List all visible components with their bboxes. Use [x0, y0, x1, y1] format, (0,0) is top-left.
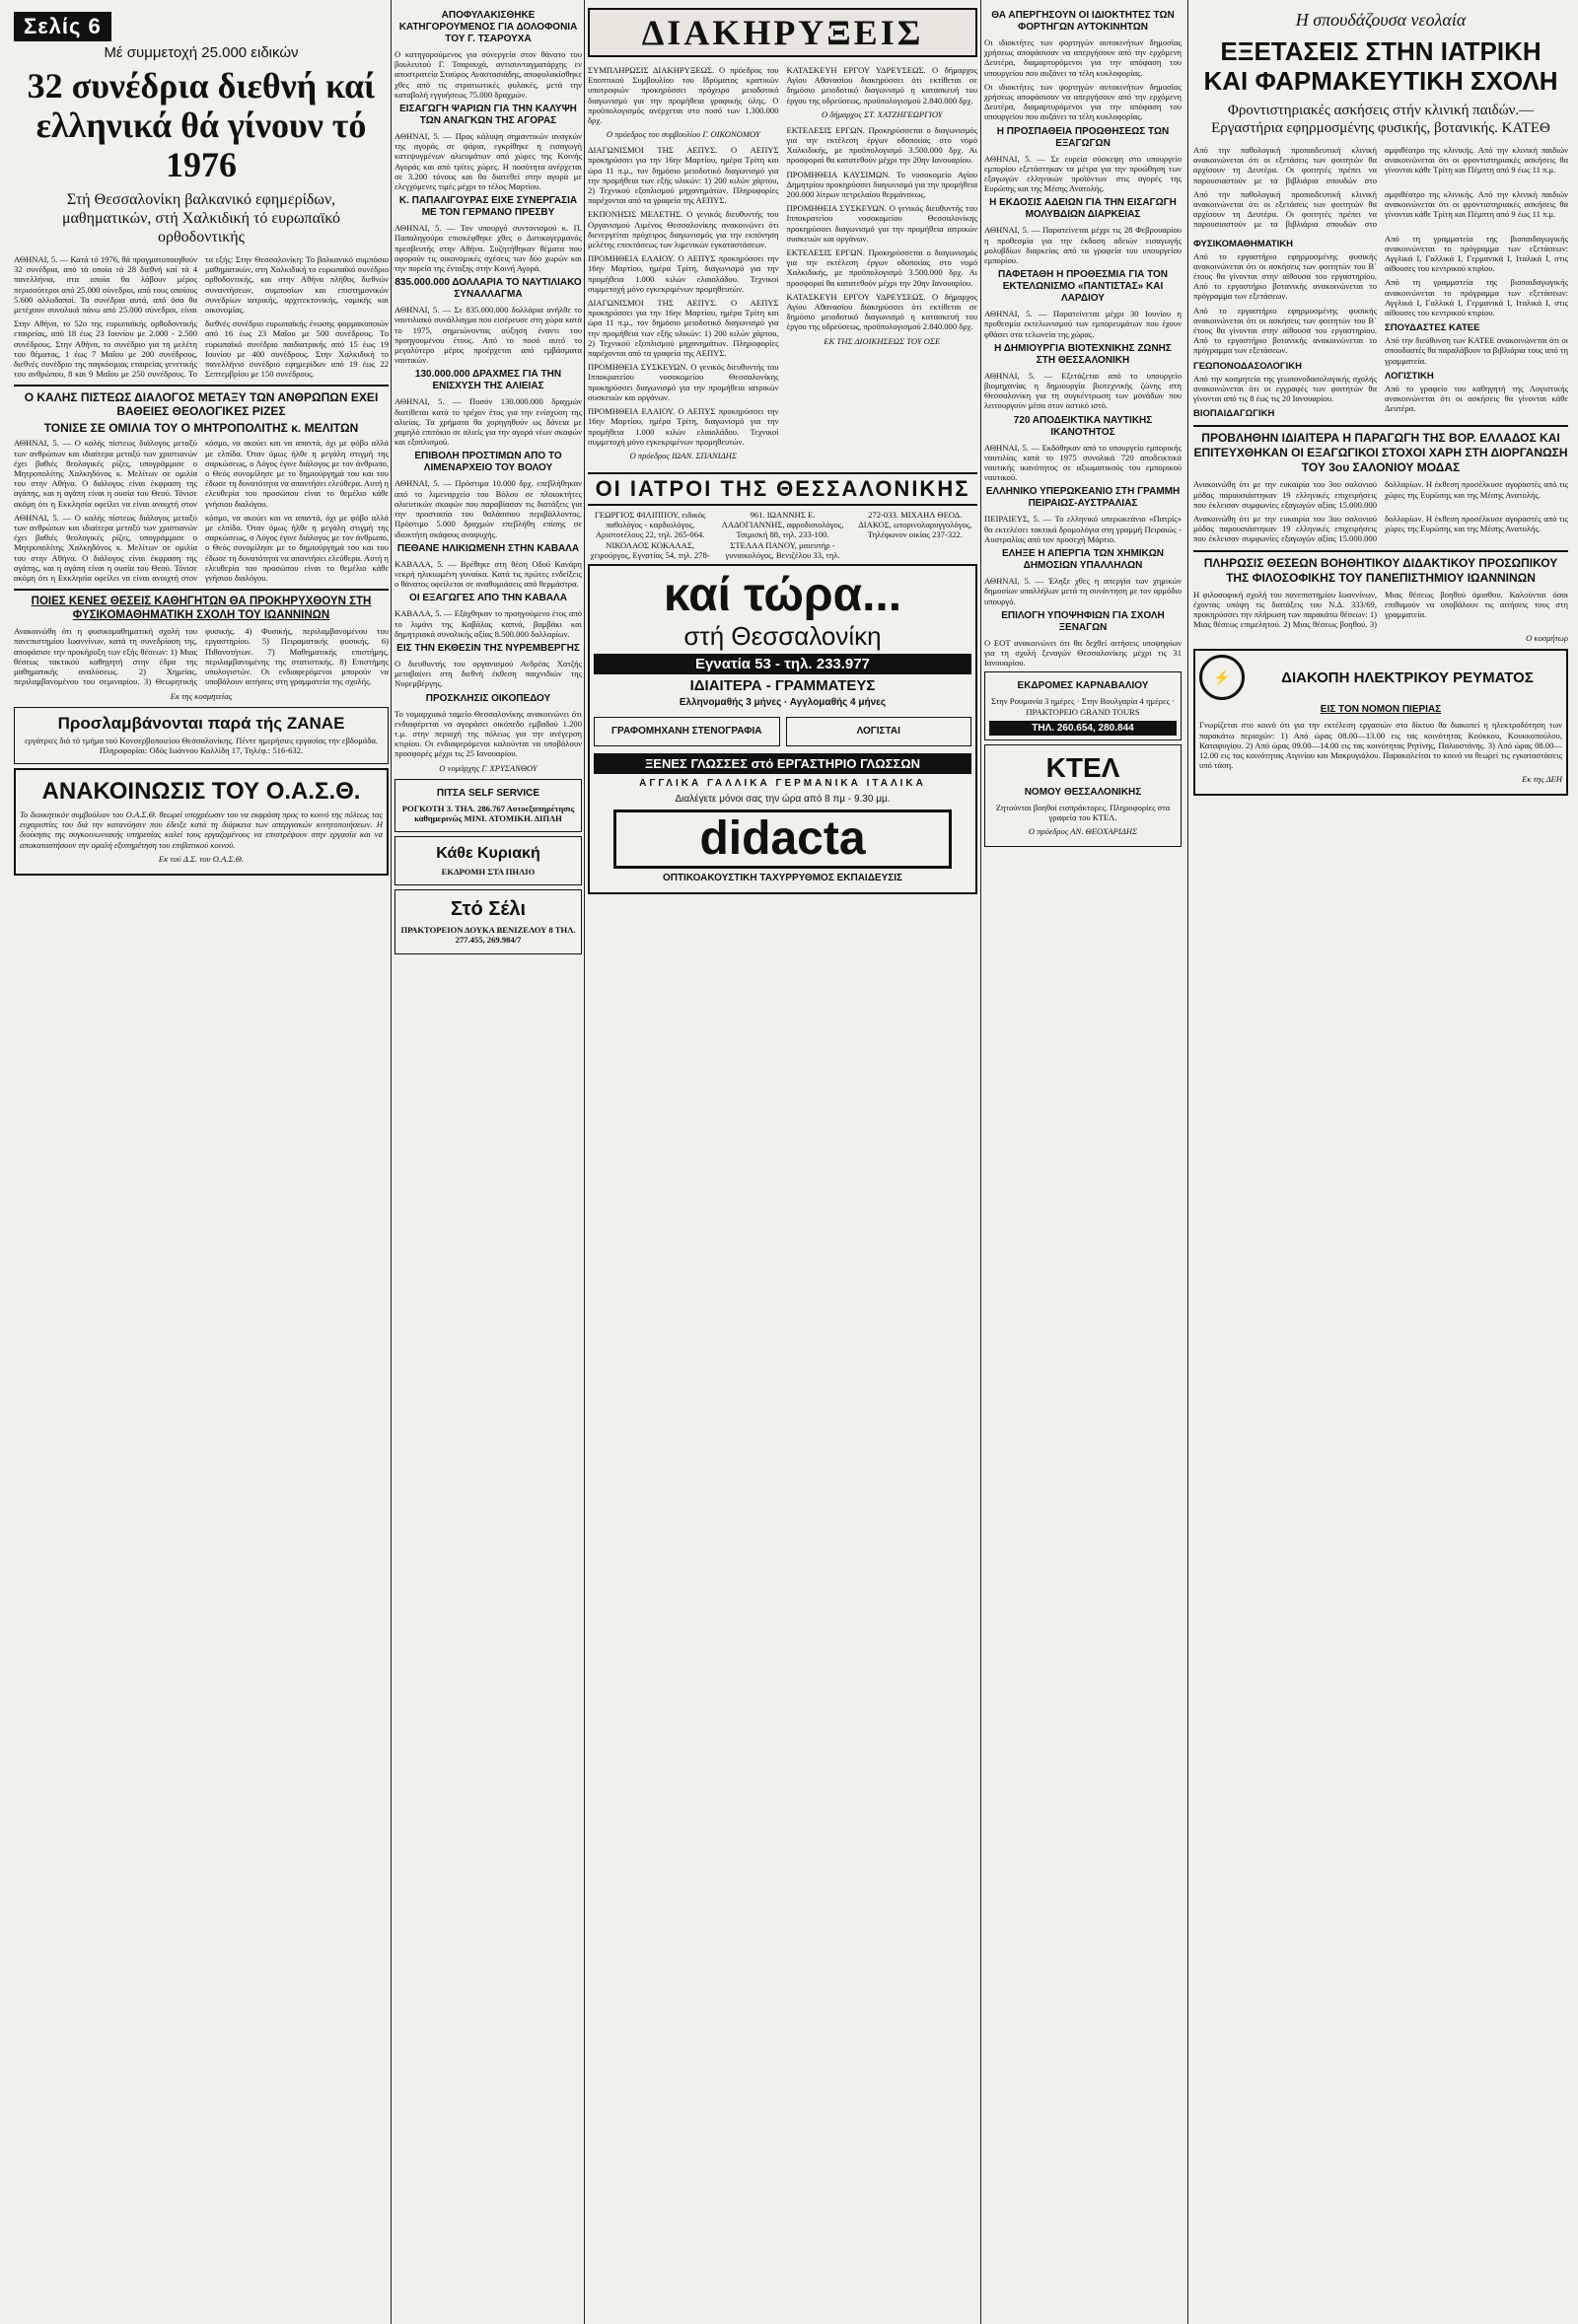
divider [1193, 425, 1568, 427]
article-title: Η ΔΗΜΙΟΥΡΓΙΑ ΒΙΟΤΕΧΝΙΚΗΣ ΖΩΝΗΣ ΣΤΗ ΘΕΣΣΑΛΟΝΙΚΗ [994, 342, 1172, 366]
article-body: Ανακοινώθη ότι με την ευκαιρία του 3ου σαλονιού μόδας παρουσιάστηκαν 19 ελληνικές επιχειρήσεις που έκλεισαν συμφωνίες εξαγωγών αξίας 15.000.000 δολλαρίων. Η έκθεση προσέλκυσε αγοραστές από τις χώρες της Ευρώπης και της Μέσης Ανατολής. [1193, 513, 1568, 544]
article-body: ΑΘΗΝΑΙ, 5. — Σε ευρεία σύσκεψη στο υπουργείο εμπορίου εξετάστηκαν τα μέτρα για την προώθηση των εξαγωγών ελληνικών προϊόντων στις αγορές της Ευρώπης και της Μέσης Ανατολής. [984, 153, 1182, 194]
signature: Εκ της ΔΕΗ [1522, 774, 1562, 785]
ad-secretary: ΙΔΙΑΙΤΕΡΑ - ΓΡΑΜΜΑΤΕΥΣ [689, 676, 876, 694]
signature: Ο πρόεδρος ΙΩΑΝ. ΣΠΑΝΙΔΗΣ [629, 450, 737, 460]
signature: Ο δήμαρχος ΣΤ. ΧΑΤΖΗΓΕΩΡΓΙΟΥ [821, 108, 943, 119]
article-title: Κ. ΠΑΠΑΛΙΓΟΥΡΑΣ ΕΙΧΕ ΣΥΝΕΡΓΑΣΙΑ ΜΕ ΤΟΝ ΓΕΡΜΑΝΟ ΠΡΕΣΒΥ [398, 195, 578, 219]
deh-logo-icon: ⚡ [1199, 655, 1245, 700]
article-body: Ο ΕΟΤ ανακοινώνει ότι θα δεχθεί αιτήσεις υποψηφίων για τη σχολή ξεναγών Θεσσαλονίκης μέχρι τις 31 Ιανουαρίου. [984, 637, 1182, 669]
doctors-title: ΟΙ ΙΑΤΡΟΙ ΤΗΣ ΘΕΣΣΑΛΟΝΙΚΗΣ [595, 475, 970, 501]
divider [14, 589, 389, 591]
notice-text: ΠΡΟΜΗΘΕΙΑ ΚΑΥΣΙΜΩΝ. Το νοσοκομείο Αγίου Δημητρίου προκηρύσσει διαγωνισμό για την προμήθεια 200.000 λίτρων πετρελαίου θερμάνσεως. [786, 169, 977, 200]
article-body: ΑΘΗΝΑΙ, 5. — Εξετάζεται από το υπουργείο βιομηχανίας η δημιουργία βιοτεχνικής ζώνης στη Θεσσαλονίκη για τη συγκέντρωση των μονάδων που λειτουργούν μέσα στον αστικό ιστό. [984, 370, 1182, 411]
notice-text: ΠΡΟΜΗΘΕΙΑ ΣΥΣΚΕΥΩΝ. Ο γενικός διευθυντής του Ιπποκρατείου νοσοκομείου Θεσσαλονίκης προκηρύσσει διαγωνισμό για την προμήθεια ιατρικών συσκευών και οργάνων. [588, 362, 779, 402]
ad-subtitle: στή Θεσσαλονίκη [683, 620, 882, 651]
article-body: ΑΘΗΝΑΙ, 5. — Προς κάλυψη σημαντικών αναγκών της αγοράς σε ψάρια, εγκρίθηκε η εισαγωγή κατεψυγμένων αλιευμάτων από χώρες της Κοινής Αγοράς και από τρίτες χώρες. Η ποσότητα ανέρχεται σε 3.200 τόνους και θα διατεθεί στην αγορά με ελεγχόμενες τιμές μέχρι το τέλος Μαρτίου. [394, 131, 582, 192]
article-body: Οι ιδιοκτήτες των φορτηγών αυτοκινήτων δημοσίας χρήσεως αποφάσισαν να απεργήσουν από την ερχόμενη Δευτέρα, διαμαρτυρόμενοι για την απόφαση του υπουργείου που αυξάνει τα τέλη κυκλοφορίας. [984, 81, 1182, 122]
article-title: ΠΡΟΣΚΛΗΣΙΣ ΟΙΚΟΠΕΔΟΥ [425, 692, 551, 704]
article-body: Στην Αθήνα, το 52ο της ευρωπαϊκής ορθοδοντικής εταιρείας, από 18 έως 23 Ιουνίου με 2.000 - 2.500 συνέδρους. Στην Αθήνα, το συνέδριο για τη μελέτη του θέματος, 1 έως 7 Μαΐου με 200 συνέδρους, διεθνές συνέδριο της παγκόσμιας εταιρείας γενετικής του ανθρώπου, 8 και 9 Μαΐου με 250 συνέδρους. Το διεθνές συνέδριο ευρωπαϊκής ένωσης φαρμακοποιών από 16 έως 23 Μαΐου με 500 συνέδρους. Το ευρωπαϊκό συνέδριο παιδιατρικής από 15 έως 19 Ιουνίου με 400 συνέδρους. Στην Χαλκιδική το πανελλήνιο συνέδριο εφημερίδων από 19 έως 22 Σεπτεμβρίου με 150 συνέδρους. [14, 318, 389, 380]
column-2 [394, 0, 582, 958]
ad-body: Στην Ρουμανία 3 ημέρες · Στην Βουλγαρία 4 ημέρες · ΠΡΑΚΤΟΡΕΙΟ GRAND TOURS [990, 696, 1176, 717]
ad-hours: Διαλέγετε μόνοι σας την ώρα από 8 πμ - 9.30 μμ. [675, 793, 891, 805]
article-title: ΕΠΙΛΟΓΗ ΥΠΟΨΗΦΙΩΝ ΓΙΑ ΣΧΟΛΗ ΞΕΝΑΓΩΝ [1001, 609, 1165, 633]
article-body: Οι ιδιοκτήτες των φορτηγών αυτοκινήτων δημοσίας χρήσεως αποφάσισαν να απεργήσουν από την ερχόμενη Δευτέρα, διαμαρτυρόμενοι για την απόφαση του υπουργείου που αυξάνει τα τέλη κυκλοφορίας. [984, 37, 1182, 78]
article-body: ΚΑΒΑΛΑ, 5. — Εξάχθηκαν το προηγούμενο έτος από το λιμάνι της Καβάλας καπνά, βαμβάκι και δημητριακά συνολικής αξίας 8.500.000 δολλαρίων. [394, 608, 582, 639]
ad-title: Στό Σέλι [450, 898, 527, 921]
section-banner: ΔΙΑΚΗΡΥΞΕΙΣ [588, 8, 977, 57]
article-title: ΑΠΟΦΥΛΑΚΙΣΘΗΚΕ ΚΑΤΗΓΟΡΟΥΜΕΝΟΣ ΓΙΑ ΔΟΛΟΦΟΝΙΑ ΤΟΥ Γ. ΤΣΑΡΟΥΧΑ [398, 10, 578, 44]
notice-text: ΠΡΟΜΗΘΕΙΑ ΕΛΑΙΟΥ. Ο ΑΕΠΥΣ προκηρύσσει την 16ην Μαρτίου, ημέρα Τρίτη, διαγωνισμό για την προμήθεια 1.000 κιλών ελαιολάδου. Τεχνικοί συμμετοχή μόνο εγκεκριμένων προμηθευτών. [588, 406, 779, 447]
main-headline: 32 συνέδρια διεθνή καί ελληνικά θά γίνουν τό 1976 [27, 66, 376, 184]
article-title: ΕΙΣΑΓΩΓΗ ΨΑΡΙΩΝ ΓΙΑ ΤΗΝ ΚΑΛΥΨΗ ΤΩΝ ΑΝΑΓΚΩΝ ΤΗΣ ΑΓΟΡΑΣ [399, 104, 577, 127]
notice-text: ΕΚΠΟΝΗΣΙΣ ΜΕΛΕΤΗΣ. Ο γενικός διευθυντής του Οργανισμού Λιμένος Θεσσαλονίκης ανακοινώνει ότι διενεργείται πρόχειρος διαγωνισμός για την εκπόνηση μελέτης επεκτάσεως των λιμενικών εγκαταστάσεων. [588, 209, 779, 250]
article-body: ΑΘΗΝΑΙ, 5. — Ποσόν 130.000.000 δραχμών διατίθεται κατά το τρέχον έτος για την ενίσχυση της αλιείας. Τα χρήματα θα χορηγηθούν ως δάνεια με χαμηλό επιτόκιο σε αλιείς για την αγορά νέων σκαφών και εξοπλισμού. [394, 396, 582, 448]
article-body: ΚΑΒΑΛΑ, 5. — Βρέθηκε στη θέση Οδού Κανάρη νεκρή ηλικιωμένη γυναίκα. Κατά τις πρώτες ενδείξεις ο θάνατος οφείλεται σε αναθυμιάσεις από θερμάστρα. [394, 558, 582, 590]
article-body: Ανακοινώθη ότι με την ευκαιρία του 3ου σαλονιού μόδας παρουσιάστηκαν 19 ελληνικές επιχειρήσεις που έκλεισαν συμφωνίες εξαγωγών αξίας 15.000.000 δολλαρίων. Η έκθεση προσέλκυσε αγοραστές από τις χώρες της Ευρώπης και της Μέσης Ανατολής. [1193, 479, 1568, 510]
article-subtitle: ΤΟΝΙΣΕ ΣΕ ΟΜΙΛΙΑ ΤΟΥ Ο ΜΗΤΡΟΠΟΛΙΤΗΣ κ. ΜΕΛΙΤΩΝ [43, 421, 359, 436]
article-title: ΘΑ ΑΠΕΡΓΗΣΟΥΝ ΟΙ ΙΔΙΟΚΤΗΤΕΣ ΤΩΝ ΦΟΡΤΗΓΩΝ ΑΥΤΟΚΙΝΗΤΩΝ [991, 10, 1175, 33]
ad-accounting-title: ΛΟΓΙΣΤΑΙ [856, 725, 900, 737]
ad-didacta-sub: ΟΠΤΙΚΟΑΚΟΥΣΤΙΚΗ ΤΑΧΥΡΡΥΘΜΟΣ ΕΚΠΑΙΔΕΥΣΙΣ [662, 872, 903, 883]
ad-body: ΕΚΔΡΟΜΗ ΣΤΑ ΠΗΛΙΟ [441, 866, 536, 877]
kicker: Μέ συμμετοχή 25.000 ειδικών [104, 44, 299, 61]
notice-text: ΠΡΟΜΗΘΕΙΑ ΕΛΑΙΟΥ. Ο ΑΕΠΥΣ προκηρύσσει την 16ην Μαρτίου, ημέρα Τρίτη, διαγωνισμό για την προμήθεια 1.000 κιλών ελαιολάδου. Τεχνικοί συμμετοχή μόνο εγκεκριμένων προμηθευτών. [588, 253, 779, 294]
article-body: ΑΘΗΝΑΙ, 5. — Τον υπουργό συντονισμού κ. Π. Παπαληγούρα επισκέφθηκε χθες ο Δυτικογερμανός πρεσβευτής στην Αθήνα. Συζητήθηκαν θέματα που αφορούν τις οικονομικές σχέσεις των δύο χωρών και την πορεία της ένταξης στην Κοινή Αγορά. [394, 223, 582, 274]
signature: Ο πρόεδρος ΑΝ. ΘΕΟΧΑΡΙΔΗΣ [1028, 826, 1138, 837]
column-rule [1187, 0, 1188, 2324]
signature: ΕΚ ΤΗΣ ΔΙΟΙΚΗΣΕΩΣ ΤΟΥ ΟΣΕ [824, 335, 941, 346]
notice-text: ΔΙΑΓΩΝΙΣΜΟΙ ΤΗΣ ΑΕΠΥΣ. Ο ΑΕΠΥΣ προκηρύσσει για την 16ην Μαρτίου, ημέρα Τρίτη και ώρα 11 π.μ., τον δημόσιο μειοδοτικό διαγωνισμό για την προμήθεια των εξής υλικών: 1) 200 κιλών χάρτου, 2) Τεχνικού εξοπλισμού μηχανημάτων. Πληροφορίες παρέχονται από τα γραφεία της ΑΕΠΥΣ. [588, 145, 779, 206]
article-body: Το νομαρχιακό ταμείο Θεσσαλονίκης ανακοινώνει ότι ενδιαφέρεται να αγοράσει οικόπεδο εμβαδού 1.200 τ.μ. στην περιοχή της πόλεως για την ανέγερση κτιρίου. Οι ενδιαφερόμενοι καλούνται να υποβάλουν προσφορές μέχρι τις 25 Ιανουαρίου. [394, 708, 582, 759]
article-body: ΑΘΗΝΑΙ, 5. — Παρατείνεται μέχρι τις 28 Φεβρουαρίου η προθεσμία για την έκδοση αδειών εισαγωγής μολυβδίων διαρκείας από τα γραφεία του υπουργείου εμπορίου. [984, 225, 1182, 266]
section-label: ΓΕΩΠΟΝΟΔΑΣΟΛΟΓΙΚΗ [1193, 360, 1302, 372]
section-label: ΒΙΟΠΑΙΔΑΓΩΓΙΚΗ [1193, 408, 1275, 420]
ad-foreign-languages: ΞΕΝΕΣ ΓΛΩΣΣΕΣ στό ΕΡΓΑΣΤΗΡΙΟ ΓΛΩΣΣΩΝ [594, 753, 971, 774]
signature: Εκ τού Δ.Σ. του Ο.Α.Σ.Θ. [158, 853, 245, 864]
signature: Ο νομάρχης Γ. ΧΡΥΣΑΝΘΟΥ [439, 762, 538, 773]
article-title: ΠΡΟΒΛΗΘΗΝ ΙΔΙΑΙΤΕΡΑ Η ΠΑΡΑΓΩΓΗ ΤΗΣ ΒΟΡ. ΕΛΛΑΔΟΣ ΚΑΙ ΕΠΙΤΕΥΧΘΗΚΑΝ ΟΙ ΕΞΑΓΩΓΙΚΟΙ ΣΤΟΧΟΙ ΧΑΡΗ ΣΤΗ ΔΙΟΡΓΑΝΩΣΗ ΤΟΥ 3ου ΣΑΛΟΝΙΟΥ ΜΟΔΑΣ [1193, 431, 1568, 475]
kicker: Η σπουδάζουσα νεολαία [1295, 10, 1467, 30]
ad-address: Εγνατία 53 - τηλ. 233.977 [594, 654, 971, 674]
article-body: ΑΘΗΝΑΙ, 5. — Παρατείνεται μέχρι 30 Ιουνίου η προθεσμία εκτελωνισμού των εμπορευμάτων που έχουν φθάσει στα τελωνεία της χώρας. [984, 309, 1182, 339]
column-rule [980, 0, 981, 2324]
article-body: Ο διευθυντής του οργανισμού Ανδρέας Χατζής μεταβαίνει στη διεθνή έκθεση παιχνιδιών της Νυρεμβέργης. [394, 658, 582, 689]
ad-body: εργάτριες διά τό τμήμα τού Κονσερβοποιείου Θεσσαλονίκης. Πέντε ημερήσιες εργασίας την εβδομάδα. Πληροφορίαι: Οδός Ιωάννου Καλλίδη 17, Τηλέφ.: 516-632. [24, 735, 379, 755]
ad-pizza [394, 779, 582, 832]
ad-kai-tora [588, 564, 977, 894]
column-5 [1193, 0, 1568, 800]
section-body: Από την διεύθυνση των ΚΑΤΕΕ ανακοινώνεται ότι οι σπουδαστές θα παραλάβουν τα βιβλιάρια τους από τη γραμματεία. [1385, 335, 1568, 366]
column-4 [984, 0, 1182, 851]
section-body: Από το γραφείο του καθηγητή της Λογιστικής ανακοινώνεται ότι οι ασκήσεις θα γίνονται κάθε Δευτέρα. [1385, 383, 1568, 414]
article-body: ΑΘΗΝΑΙ, 5. — Εκδόθηκαν από το υπουργείο εμπορικής ναυτιλίας κατά το 1975 συνολικά 720 αποδεικτικά ναυτικής ικανότητος σε αξιωματικούς του εμπορικού ναυτικού. [984, 442, 1182, 483]
article-body: ΑΘΗΝΑΙ, 5. — Πρόστιμα 10.000 δρχ. επεβλήθηκαν από το λιμεναρχείο του Βόλου σε πλοιοκτήτες αλιευτικών σκαφών που παραβίασαν τις διατάξεις για την προστασία του θαλάσσιου περιβάλλοντος. Πρόστιμο 5.000 δραχμών επεβλήθη επίσης σε ιδιοκτήτη σκάφους αναψυχής. [394, 478, 582, 539]
article-title: ΕΛΛΗΝΙΚΟ ΥΠΕΡΩΚΕΑΝΙΟ ΣΤΗ ΓΡΑΜΜΗ ΠΕΙΡΑΙΩΣ-ΑΥΣΤΡΑΛΙΑΣ [985, 486, 1181, 510]
signature: Εκ της κοσμητείας [170, 690, 233, 701]
ad-body: ΠΡΑΚΤΟΡΕΙΟΝ ΔΟΥΚΑ ΒΕΝΙΖΕΛΟΥ 8 ΤΗΛ. 277.455, 269.984/7 [400, 925, 576, 946]
ad-title: ΚΤΕΛ [1045, 751, 1120, 783]
notice-text: ΔΙΑΓΩΝΙΣΜΟΙ ΤΗΣ ΑΕΠΥΣ. Ο ΑΕΠΥΣ προκηρύσσει για την 16ην Μαρτίου, ημέρα Τρίτη και ώρα 11 π.μ., τον δημόσιο μειοδοτικό διαγωνισμό για την προμήθεια των εξής υλικών: 1) 200 κιλών χάρτου, 2) Τεχνικού εξοπλισμού μηχανημάτων. Πληροφορίες παρέχονται από τα γραφεία της ΑΕΠΥΣ. [588, 298, 779, 359]
signature: Ο κοσμήτωρ [1526, 633, 1568, 644]
article-title: Ο ΚΑΛΗΣ ΠΙΣΤΕΩΣ ΔΙΑΛΟΓΟΣ ΜΕΤΑΞΥ ΤΩΝ ΑΝΘΡΩΠΩΝ ΕΧΕΙ ΒΑΘΕΙΕΣ ΘΕΟΛΟΓΙΚΕΣ ΡΙΖΕΣ [24, 390, 379, 419]
ad-ktel [984, 744, 1182, 847]
subheadline: Στή Θεσσαλονίκη βαλκανικό εφημερίδων, μαθηματικών, στή Χαλκιδική τό ευρωπαϊκό ορθοδοντικής [61, 191, 341, 246]
section-body: Από την κοσμητεία της γεωπονοδασολογικής σχολής ανακοινώνεται ότι οι εγγραφές των φοιτητών θα γίνονται από τις 8 έως τις 20 Ιανουαρίου. [1193, 373, 1377, 404]
ad-body: Ζητούνται βοηθοί εισπράκτορες. Πληροφορίες στα γραφεία του ΚΤΕΛ. [995, 802, 1171, 822]
article-title: ΕΠΙΒΟΛΗ ΠΡΟΣΤΙΜΩΝ ΑΠΟ ΤΟ ΛΙΜΕΝΑΡΧΕΙΟ ΤΟΥ ΒΟΛΟΥ [414, 451, 562, 474]
notice-text: ΕΚΤΕΛΕΣΙΣ ΕΡΓΩΝ. Προκηρύσσεται ο διαγωνισμός για την εκτέλεση έργων οδοποιίας στο νομό Χαλκιδικής, με προϋπολογισμό 3.500.000 δρχ. Αι προσφοραί θα κατατεθούν μέχρι την 20ην Ιανουαρίου. [786, 247, 977, 288]
section-label: ΣΠΟΥΔΑΣΤΕΣ ΚΑΤΕΕ [1385, 322, 1480, 334]
article-body: ΑΘΗΝΑΙ, 5. — Έληξε χθες η απεργία των χημικών δημοσίων υπαλλήλων μετά τη συνάντηση με τον αρμόδιο υπουργό. [984, 576, 1182, 606]
ad-didacta-logo: didacta [613, 810, 952, 869]
ad-oasth [14, 768, 389, 876]
ad-deh [1193, 649, 1568, 796]
article-title: 835.000.000 ΔΟΛΛΑΡΙΑ ΤΟ ΝΑΥΤΙΛΙΑΚΟ ΣΥΝΑΛΛΑΓΜΑ [394, 277, 582, 301]
article-body: ΠΕΙΡΑΙΕΥΣ, 5. — Το ελληνικό υπερωκεάνιο «Πατρίς» θα εκτελέσει τακτικά δρομολόγια στη γραμμή Πειραιώς - Αυστραλίας από τον προσεχή Μάρτιο. [984, 514, 1182, 544]
ad-languages: Ελληνομαθής 3 μήνες · Αγγλομαθής 4 μήνες [679, 696, 887, 708]
article-title: Η ΠΡΟΣΠΑΘΕΙΑ ΠΡΟΩΘΗΣΕΩΣ ΤΩΝ ΕΞΑΓΩΓΩΝ [996, 125, 1170, 149]
ad-body: Γνωρίζεται στο κοινό ότι για την εκτέλεση εργασιών στο δίκτυο θα διακοπεί η ηλεκτροδότηση των παρακάτω περιοχών: 1) Από ώρας 08.00—13.00 εις τας κοινότητας Κούκκου, Κουκκοπούλου, Καταφυγίου. 2) Από ώρας 09.00—14.00 εις τας κοινότητας Ρητίνης, Παλιοστάνης. 3) Από ώρας 08.00—12.00 εις τας κοινότητας Αιγινίου και Μακρυγιάλου. Παρακαλείται το κοινό να θεωρεί τις εγκαταστάσεις υπό τάση. [1199, 720, 1562, 771]
ad-title: Προσλαμβάνονται παρά τής ZANAE [57, 713, 345, 733]
article-title: ΠΕΘΑΝΕ ΗΛΙΚΙΩΜΕΝΗ ΣΤΗΝ ΚΑΒΑΛΑ [396, 542, 580, 554]
column-rule [584, 0, 585, 2324]
doctors-list: ΓΕΩΡΓΙΟΣ ΦΙΛΙΠΠΟΥ, ειδικός παθολόγος - καρδιολόγος, Αριστοτέλους 22, τηλ. 265-064. ΝΙΚΟΛΑΟΣ ΚΟΚΑΛΑΣ, χειρούργος, Εγνατίας 54, τηλ. 278-961. ΙΩΑΝΝΗΣ Ε. ΛΑΔΟΓΙΑΝΝΗΣ, αφροδισιολόγος, Τσιμισκή 88, τηλ. 233-100. ΣΤΕΛΛΑ ΠΑΝΟΥ, μαιευτήρ - γυναικολόγος, Βενιζέλου 33, τηλ. 272-033. ΜΙΧΑΗΛ ΘΕΟΔ. ΔΙΑΚΟΣ, ωτορινολαρυγγολόγος, Τηλέφωνον οικίας 237-322. [590, 509, 972, 560]
divider [14, 385, 389, 387]
section-body: Από τη γραμματεία της βιοπαιδαγωγικής ανακοινώνεται το πρόγραμμα των εξετάσεων: Αγγλικά Ι, Γαλλικά Ι, Γερμανικά Ι, Ιταλικά Ι, στις αίθουσες του κεντρικού κτιρίου. [1385, 233, 1568, 274]
ad-phone: ΤΗΛ. 260.654, 280.844 [989, 721, 1177, 736]
article-title: ΕΛΗΞΕ Η ΑΠΕΡΓΙΑ ΤΩΝ ΧΗΜΙΚΩΝ ΔΗΜΟΣΙΩΝ ΥΠΑΛΛΗΛΩΝ [1001, 548, 1165, 572]
ad-title: ΕΚΔΡΟΜΕΣ ΚΑΡΝΑΒΑΛΙΟΥ [1017, 680, 1149, 692]
article-body: ΑΘΗΝΑΙ, 5. — Κατά τό 1976, θά πραγματοποιηθούν 32 συνέδρια, από τά οποία τά 28 διεθνή καί τά 4 πανελλήνια, στα οποία θα λάβουν μέρος περισσότεροι από 25.000 σύνεδροι, από τους οποίους 5.600 αλλοδαποί. Τα συνέδρια αυτά, από όσα θα μετέχουν συνολικά πάνω από 25.000 σύνεδροι, είναι τα εξής: Στην Θεσσαλονίκη: Το βαλκανικό συμπόσιο μαθηματικών, στη Χαλκιδική το ευρωπαϊκό συνέδριο ορθοδοντικής, και στην Αθήνα πλήθος διεθνών συναντήσεων, συμποσίων και επιστημονικών συνεδρίων ιατρικής, αρχιτεκτονικής, νομικής και οικονομίας. [14, 254, 389, 316]
article-body: Ο κατηγορούμενος για σύνεργεία στον θάνατο του βουλευτού Γ. Τσαρουχά, αντισυνταγματάρχης εν αποστρατεία Σταύρος Αναστασιάδης, αποφυλακίσθηκε χθες από τις στρατιωτικές φυλακές, μετά την καταβολή εγγυήσεως 75.000 δραχμών. [394, 49, 582, 100]
ad-title: καί τώρα... [663, 568, 902, 621]
article-title: Η ΕΚΔΟΣΙΣ ΑΔΕΙΩΝ ΓΙΑ ΤΗΝ ΕΙΣΑΓΩΓΗ ΜΟΛΥΒΔΙΩΝ ΔΙΑΡΚΕΙΑΣ [989, 197, 1177, 221]
notice-text: ΠΡΟΜΗΘΕΙΑ ΣΥΣΚΕΥΩΝ. Ο γενικός διευθυντής του Ιπποκρατείου νοσοκομείου Θεσσαλονίκης προκηρύσσει διαγωνισμό για την προμήθεια ιατρικών συσκευών και οργάνων. [786, 203, 977, 244]
section-body: Από τη γραμματεία της βιοπαιδαγωγικής ανακοινώνεται το πρόγραμμα των εξετάσεων: Αγγλικά Ι, Γαλλικά Ι, Γερμανικά Ι, Ιταλικά Ι, στις αίθουσες του κεντρικού κτιρίου. [1385, 277, 1568, 318]
article-body: ΑΘΗΝΑΙ, 5. — Ο καλής πίστεως διάλογος μεταξύ των ανθρώπων και ιδιαίτερα μεταξύ των χριστιανών έχει βαθιές θεολογικές ρίζες, υπογράμμισε ο Μητροπολίτης Χαλκηδόνος κ. Μελίτων σε ομιλία του στην Αθήνα. Ο διάλογος είναι έκφραση της αγάπης, και η αγάπη είναι η ουσία του Θεού. Τόνισε ακόμη ότι η Εκκλησία οφείλει να είναι ανοιχτή στον κόσμο, να ακούει και να απαντά, όχι με φόβο αλλά με ελπίδα. Όταν όμως ήλθε η μεγάλη στιγμή της σαρκώσεως, ο Λόγος έγινε διάλογος με τον άνθρωπο, ο Θεός συνομίλησε με το δημιούργημά του και του έδωσε τη δυνατότητα να απαντήσει ελεύθερα. Αυτή η ελευθερία του προσώπου είναι το θεμέλιο κάθε γνήσιου διαλόγου. [14, 438, 389, 509]
section-label: ΦΥΣΙΚΟΜΑΘΗΜΑΤΙΚΗ [1193, 238, 1293, 249]
article-title: ΠΑΦΕΤΑΘΗ Η ΠΡΟΘΕΣΜΙΑ ΓΙΑ ΤΟΝ ΕΚΤΕΛΩΝΙΣΜΟ «ΠΑΝΤΙΣΤΑΣ» ΚΑΙ ΛΑΡΔΙΟΥ [997, 269, 1169, 305]
ad-title: ΔΙΑΚΟΠΗ ΗΛΕΚΤΡΙΚΟΥ ΡΕΥΜΑΤΟΣ [1281, 669, 1534, 686]
article-title: 130.000.000 ΔΡΑΧΜΕΣ ΓΙΑ ΤΗΝ ΕΝΙΣΧΥΣΗ ΤΗΣ ΑΛΙΕΙΑΣ [414, 369, 562, 392]
article-body: Η φιλοσοφική σχολή του πανεπιστημίου Ιωαννίνων, έχοντας υπόψη τις διατάξεις του Ν.Δ. 333/69, προκηρύσσει την πλήρωση των παρακάτω θέσεων: 1) Μιας θέσεως επιμελητού. 2) Μιας θέσεως βοηθού. 3) Μιας θέσεως βοηθού άμισθου. Καλούνται όσοι επιθυμούν να υποβάλουν τις αιτήσεις τους στη γραμματεία. [1193, 589, 1568, 630]
article-body: ΑΘΗΝΑΙ, 5. — Ο καλής πίστεως διάλογος μεταξύ των ανθρώπων και ιδιαίτερα μεταξύ των χριστιανών έχει βαθιές θεολογικές ρίζες, υπογράμμισε ο Μητροπολίτης Χαλκηδόνος κ. Μελίτων σε ομιλία του στην Αθήνα. Ο διάλογος είναι έκφραση της αγάπης, και η αγάπη είναι η ουσία του Θεού. Τόνισε ακόμη ότι η Εκκλησία οφείλει να είναι ανοιχτή στον κόσμο, να ακούει και να απαντά, όχι με φόβο αλλά με ελπίδα. Όταν όμως ήλθε η μεγάλη στιγμή της σαρκώσεως, ο Λόγος έγινε διάλογος με τον άνθρωπο, ο Θεός συνομίλησε με το δημιούργημά του και του έδωσε τη δυνατότητα να απαντήσει ελεύθερα. Αυτή η ελευθερία του προσώπου είναι το θεμέλιο κάθε γνήσιου διαλόγου. [14, 512, 389, 584]
ad-languages-list: ΑΓΓΛΙΚΑ ΓΑΛΛΙΚΑ ΓΕΡΜΑΝΙΚΑ ΙΤΑΛΙΚΑ [639, 777, 926, 789]
notice-text: ΚΑΤΑΣΚΕΥΗ ΕΡΓΟΥ ΥΔΡΕΥΣΕΩΣ. Ο δήμαρχος Αγίου Αθανασίου διακηρύσσει ότι εκτίθεται σε δημόσιο μειοδοτικό διαγωνισμό η κατασκευή του έργου της υδρεύσεως, προϋπολογισμού 2.840.000 δρχ. [786, 291, 977, 332]
ad-sunday [394, 836, 582, 885]
ad-seli [394, 889, 582, 953]
article-body: Από την παθολογική προπαιδευτική κλινική ανακοινώνεται ότι οι εξετάσεις των φοιτητών θα αρχίσουν τη Δευτέρα. Οι φοιτητές πρέπει να παρουσιαστούν με τα βιβλιάρια σπουδών στο αμφιθέατρο της κλινικής. Από την κλινική παιδιών ανακοινώνεται ότι οι φροντιστηριακές ασκήσεις θα γίνονται κάθε Τρίτη και Πέμπτη από 9 έως 11 π.μ. [1193, 145, 1568, 185]
ad-zanae [14, 707, 389, 764]
ad-title: Κάθε Κυριακή [436, 844, 540, 862]
page-tag: Σελίς 6 [14, 12, 111, 41]
ad-body: Το διοικητικόν συμβούλιον του Ο.Α.Σ.Θ. θεωρεί υποχρέωσιν του να εκφράση προς το κοινό της πόλεως τας ευχαριστίες του διά την κατανόησιν που έδειξε κατά τη διάρκεια των απεργιακών κινητοποιήσεων. Η διοίκησις της συγκοινωνιακής υπηρεσίας καλεί τους εργαζομένους να επιστρέψουν στην εργασία και να αποκαταστήσουν την ομαλή εξυπηρέτηση του επιβατικού κοινού. [20, 809, 383, 850]
ad-subtitle: ΝΟΜΟΥ ΘΕΣΣΑΛΟΝΙΚΗΣ [1024, 786, 1142, 798]
article-title: ΟΙ ΕΞΑΓΩΓΕΣ ΑΠΟ ΤΗΝ ΚΑΒΑΛΑ [409, 593, 567, 604]
ad-subtitle: ΕΙΣ ΤΟΝ ΝΟΜΟΝ ΠΙΕΡΙΑΣ [1320, 704, 1442, 716]
subheadline: Φροντιστηριακές ασκήσεις στήν κλινική παιδών.— Εργαστήρια εφηρμοσμένης φυσικής, βοτανικής. ΚΑΤΕΘ [1211, 103, 1550, 136]
ad-body: ΡΟΓΚΟΤΗ 3. ΤΗΛ. 286.767 Αυτοεξυπηρέτησις καθημερινώς ΜΙΝΙ. ΑΤΟΜΙΚΗ. ΔΙΠΛΗ [401, 803, 575, 823]
column-1 [14, 0, 389, 880]
divider [1193, 550, 1568, 552]
article-body: Ανακοινώθη ότι η φυσικομαθηματική σχολή του πανεπιστημίου Ιωαννίνων, κατά τη συνεδρίαση της, αποφάσισε την προκήρυξη των εξής θέσεων: 1) Μιας θέσεως τακτικού καθηγητή στην έδρα της μαθηματικής αναλύσεως. 2) Χημείας, περιλαμβανομένου του σεμιναρίου. 3) Θεωρητικής φυσικής. 4) Φυσικής, περιλαμβανομένου του εργαστηρίου. 5) Πειραματικής φυσικής. 6) Πιθανοτήτων. 7) Μαθηματικής επιστήμης, περιλαμβανομένης της στατιστικής. 8) Επιστήμης υπολογιστών. Οι ενδιαφερόμενοι μπορούν να υποβάλουν αιτήσεις στη γραμματεία της σχολής. [14, 626, 389, 687]
section-body: Από το εργαστήριο εφηρμοσμένης φυσικής ανακοινώνεται ότι οι ασκήσεις των φοιτητών του Β΄ έτους θα γίνονται στην αίθουσα του εργαστηρίου. Από το εργαστήριο βοτανικής ανακοινώνεται το πρόγραμμα των εξετάσεων. [1193, 250, 1377, 302]
column-rule [391, 0, 392, 2324]
signature: Ο πρόεδρος του συμβουλίου Γ. ΟΙΚΟΝΟΜΟΥ [606, 129, 760, 140]
section-label: ΛΟΓΙΣΤΙΚΗ [1385, 370, 1434, 382]
ad-accounting [786, 717, 972, 746]
article-body: Από την παθολογική προπαιδευτική κλινική ανακοινώνεται ότι οι εξετάσεις των φοιτητών θα αρχίσουν τη Δευτέρα. Οι φοιτητές πρέπει να παρουσιαστούν με τα βιβλιάρια σπουδών στο αμφιθέατρο της κλινικής. Από την κλινική παιδιών ανακοινώνεται ότι οι φροντιστηριακές ασκήσεις θα γίνονται κάθε Τρίτη και Πέμπτη από 9 έως 11 π.μ. [1193, 188, 1568, 230]
notice-text: ΚΑΤΑΣΚΕΥΗ ΕΡΓΟΥ ΥΔΡΕΥΣΕΩΣ. Ο δήμαρχος Αγίου Αθανασίου διακηρύσσει ότι εκτίθεται σε δημόσιο μειοδοτικό διαγωνισμό η κατασκευή του έργου της υδρεύσεως, προϋπολογισμού 2.840.000 δρχ. [786, 65, 977, 106]
article-title: ΠΟΙΕΣ ΚΕΝΕΣ ΘΕΣΕΙΣ ΚΑΘΗΓΗΤΩΝ ΘΑ ΠΡΟΚΗΡΥΧΘΟΥΝ ΣΤΗ ΦΥΣΙΚΟΜΑΘΗΜΑΤΙΚΗ ΣΧΟΛΗ ΤΟΥ ΙΩΑΝΝΙΝΩΝ [31, 596, 372, 622]
ad-title: ΑΝΑΚΟΙΝΩΣΙΣ ΤΟΥ Ο.Α.Σ.Θ. [41, 777, 361, 805]
article-title: ΕΙΣ ΤΗΝ ΕΚΘΕΣΙΝ ΤΗΣ ΝΥΡΕΜΒΕΡΓΗΣ [396, 642, 580, 654]
article-title: 720 ΑΠΟΔΕΙΚΤΙΚΑ ΝΑΥΤΙΚΗΣ ΙΚΑΝΟΤΗΤΟΣ [1013, 414, 1153, 438]
ad-typing [594, 717, 780, 746]
column-3 [588, 0, 977, 898]
ad-karnival [984, 671, 1182, 739]
notice-text: ΕΚΤΕΛΕΣΙΣ ΕΡΓΩΝ. Προκηρύσσεται ο διαγωνισμός για την εκτέλεση έργων οδοποιίας στο νομό Χαλκιδικής, με προϋπολογισμό 3.500.000 δρχ. Αι προσφοραί θα κατατεθούν μέχρι την 20ην Ιανουαρίου. [786, 124, 977, 166]
ad-typing-title: ΓΡΑΦΟΜΗΧΑΝΗ ΣΤΕΝΟΓΡΑΦΙΑ [611, 725, 762, 737]
ad-title: ΠΙΤΣΑ SELF SERVICE [436, 787, 540, 799]
notice-text: ΣΥΜΠΛΗΡΩΣΙΣ ΔΙΑΚΗΡΥΞΕΩΣ. Ο πρόεδρος του Εποπτικού Συμβουλίου του Ιδρύματος κρατικών υποτροφιών προκηρύσσει πρόχειρο μειοδοτικό διαγωνισμό για την προμήθεια γραφικής ύλης. Ο προϋπολογισμός ανέρχεται στο ποσό των 1.300.000 δρχ. [588, 65, 779, 126]
article-title: ΠΛΗΡΩΣΙΣ ΘΕΣΕΩΝ ΒΟΗΘΗΤΙΚΟΥ ΔΙΔΑΚΤΙΚΟΥ ΠΡΟΣΩΠΙΚΟΥ ΤΗΣ ΦΙΛΟΣΟΦΙΚΗΣ ΤΟΥ ΠΑΝΕΠΙΣΤΗΜΙΟΥ ΙΩΑΝΝΙΝΩΝ [1203, 555, 1558, 585]
main-headline: ΕΞΕΤΑΣΕΙΣ ΣΤΗΝ ΙΑΤΡΙΚΗ ΚΑΙ ΦΑΡΜΑΚΕΥΤΙΚΗ ΣΧΟΛΗ [1203, 36, 1558, 96]
article-body: ΑΘΗΝΑΙ, 5. — Σε 835.000.000 δολλάρια ανήλθε το ναυτιλιακό συνάλλαγμα που εισέρευσε στη χώρα κατά το 1975, σημειώνοντας αύξηση έναντι του προηγουμένου έτους. Από το ποσό αυτό το μεγαλύτερο μέρος προέρχεται από εμβάσματα ναυτικών. [394, 305, 582, 366]
section-body: Από το εργαστήριο εφηρμοσμένης φυσικής ανακοινώνεται ότι οι ασκήσεις των φοιτητών του Β΄ έτους θα γίνονται στην αίθουσα του εργαστηρίου. Από το εργαστήριο βοτανικής ανακοινώνεται το πρόγραμμα των εξετάσεων. [1193, 305, 1377, 356]
